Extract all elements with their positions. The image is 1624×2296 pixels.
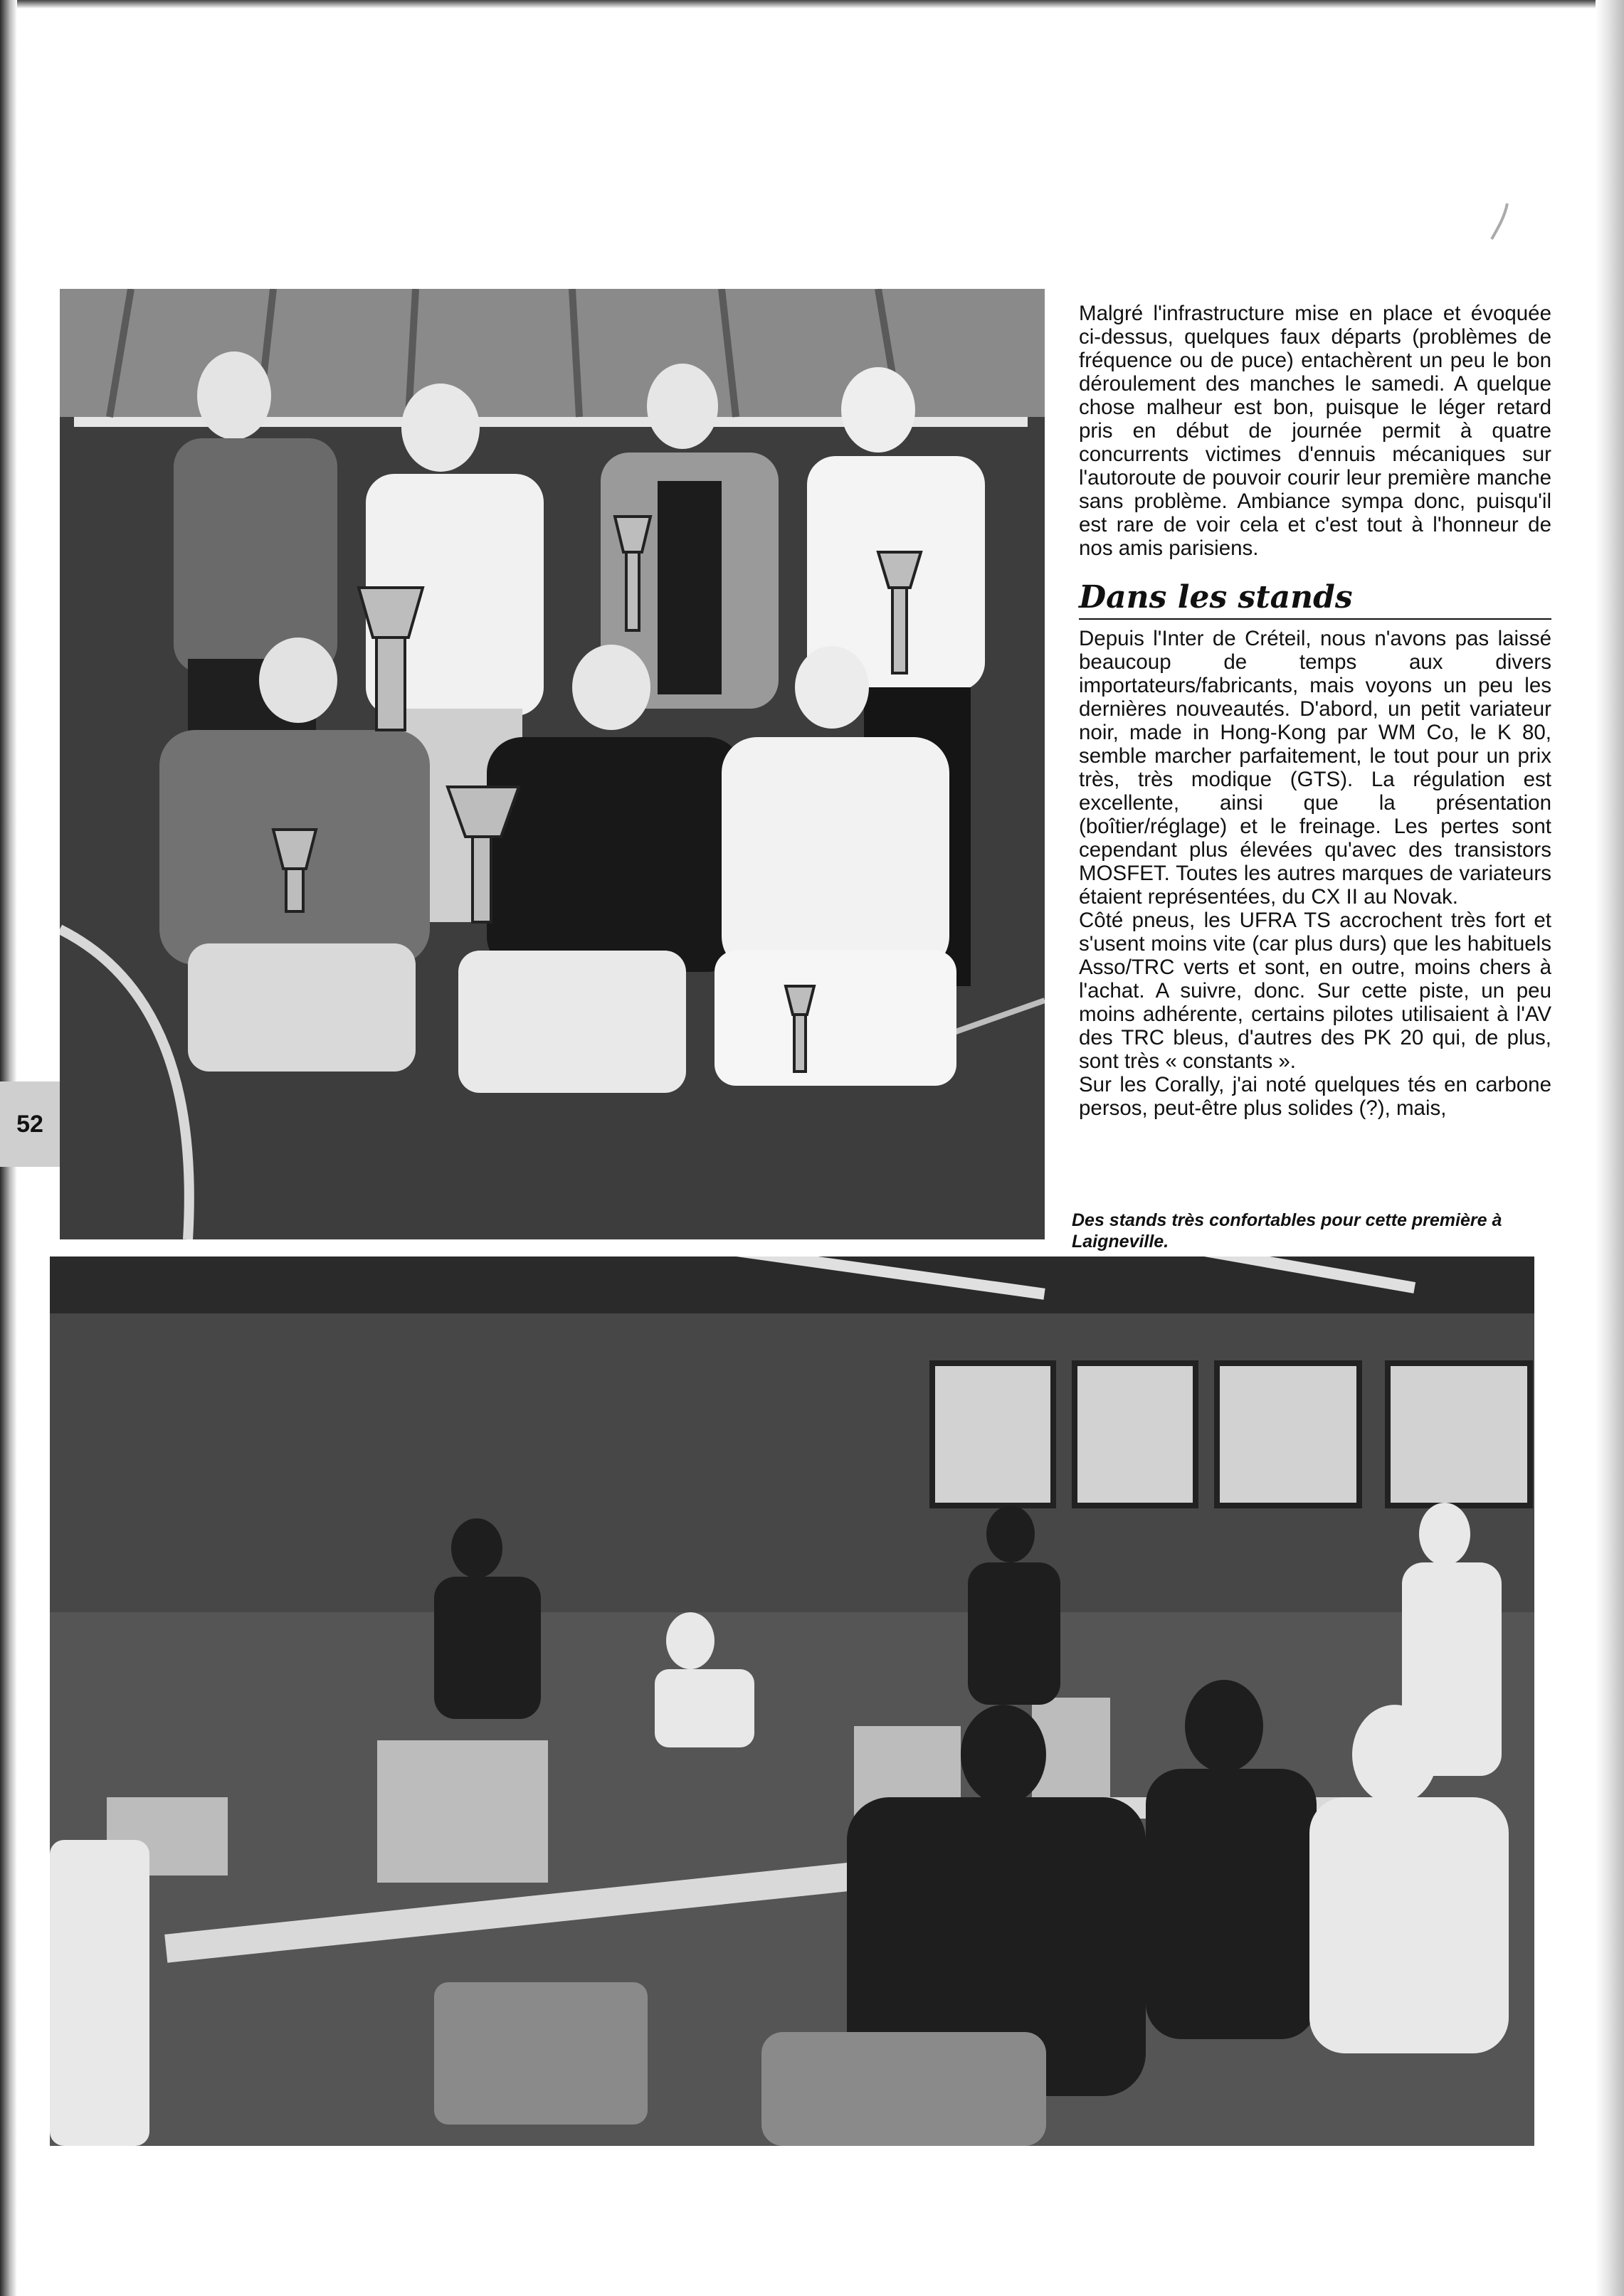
paragraph-corally: Sur les Corally, j'ai noté quelques tés en carbone persos, peut-être plus solides (?), mais, — [1079, 1073, 1551, 1121]
paragraph-intro: Malgré l'infrastructure mise en place et évoquée ci-dessus, quelques faux départs (problèmes de fréquence ou de puce) entachèrent un peu le bon déroulement des manches le samedi. A quelque chose malheur est bon, puisque le léger retard pris en début de journée permit à quatre concurrents victimes d'ennuis mécaniques sur l'autoroute de pouvoir courir leur première manche sans problème. Ambiance sympa donc, puisqu'il est rare de voir cela et c'est tout à l'honneur de nos amis parisiens. — [1079, 302, 1551, 561]
section-heading: Dans les stands — [1079, 580, 1551, 619]
page-number: 52 — [16, 1110, 43, 1138]
photo-caption: Des stands très confortables pour cette première à Laigneville. — [1072, 1210, 1502, 1252]
paragraph-tires: Côté pneus, les UFRA TS accrochent très fort et s'usent moins vite (car plus durs) que les habituels Asso/TRC verts et sont, en outre, moins chers à l'achat. A suivre, donc. Sur cette piste, un peu moins adhérente, certains pilotes utilisaient à l'AV des TRC bleus, d'autres des PK 20 qui, de plus, sont très « constants ». — [1079, 908, 1551, 1074]
article-column — [1079, 302, 1551, 1120]
page-edge-top — [0, 0, 1624, 9]
winners-photo — [60, 289, 1045, 1239]
winners-photo-illustration — [60, 289, 1045, 1239]
page-number-tab — [0, 1081, 60, 1167]
paragraph-stands: Depuis l'Inter de Créteil, nous n'avons pas laissé beaucoup de temps aux divers importateurs/fabricants, mais voyons un peu les dernières nouveautés. D'abord, un petit variateur noir, made in Hong-Kong par WM Co, le K 80, semble marcher parfaitement, le tout pour un prix très, très modique (GTS). La régulation est excellente, ainsi que la présentation (boîtier/réglage) et le freinage. Les pertes sont cependant plus élevées qu'avec des transistors MOSFET. Toutes les autres marques de variateurs étaient représentées, du CX II au Novak. — [1079, 626, 1551, 909]
page-edge-right — [1596, 0, 1624, 2296]
stands-photo — [50, 1257, 1534, 2146]
corner-mark — [1489, 201, 1510, 240]
stands-photo-illustration — [50, 1257, 1534, 2146]
